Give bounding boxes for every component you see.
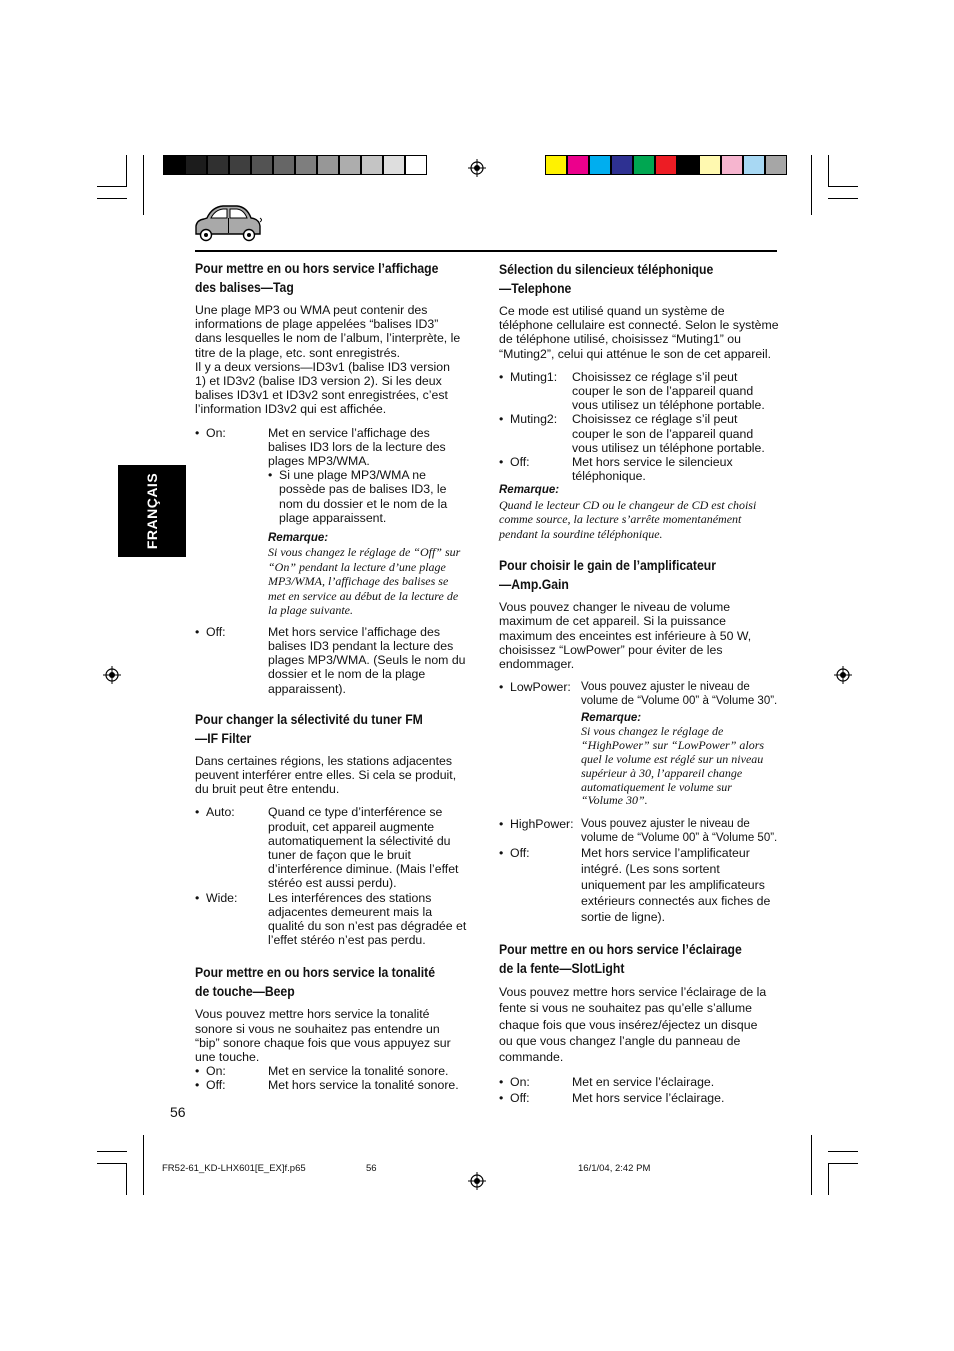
footer-date: 16/1/04, 2:42 PM bbox=[578, 1163, 651, 1174]
text-line: Quand le lecteur CD ou le changeur de CD est choisi bbox=[499, 497, 757, 512]
color-swatch bbox=[655, 155, 677, 175]
color-swatch bbox=[339, 155, 361, 175]
crop-mark bbox=[811, 1135, 812, 1195]
text-line: informations de plage appelées “balises ID3” bbox=[195, 317, 439, 332]
text-line: dossier et le nom de la plage bbox=[268, 667, 426, 682]
text-line: volume de “Volume 00” à “Volume 30”. bbox=[581, 695, 778, 708]
text-line: “Volume 30”. bbox=[581, 793, 648, 808]
crop-mark bbox=[828, 155, 829, 187]
color-swatch bbox=[251, 155, 273, 175]
text-line: l’information ID3v2 qui est affichée. bbox=[195, 402, 387, 417]
crop-mark bbox=[97, 1151, 127, 1152]
text-line: couper le son de l’appareil quand bbox=[572, 384, 754, 399]
color-swatch bbox=[721, 155, 743, 175]
text-line: MP3/WMA, l’affichage des balises se bbox=[268, 574, 449, 589]
text-line: Vous pouvez mettre hors service l’éclairage de la bbox=[499, 985, 767, 1000]
footer-file: FR52-61_KD-LHX601[E_EX]f.p65 bbox=[162, 1163, 306, 1174]
text-line: l’effet stéréo n’est pas perdu. bbox=[268, 933, 426, 948]
text-line: Choisissez ce réglage s’il peut bbox=[572, 369, 738, 384]
tag-remark bbox=[268, 545, 480, 618]
text-line: la plage suivante. bbox=[268, 603, 353, 618]
telephone-off-item: • Off: Met hors service le silencieux téléphonique. bbox=[499, 455, 784, 483]
text-line: fente si vous ne souhaitez pas qu’elle s’allume bbox=[499, 1001, 752, 1016]
color-swatch bbox=[699, 155, 721, 175]
text-line: Dans certaines régions, les stations adjacentes bbox=[195, 753, 453, 768]
text-line: met en service au début de la lecture de bbox=[268, 588, 459, 603]
crop-mark bbox=[97, 198, 127, 199]
text-line: balises ID3 lors de la lecture des bbox=[268, 439, 446, 454]
beep-intro bbox=[195, 1007, 480, 1064]
crop-mark bbox=[828, 1163, 829, 1195]
crop-mark bbox=[97, 1163, 127, 1164]
section-title-tag: Pour mettre en ou hors service l’affichage des balises—Tag bbox=[195, 261, 439, 296]
amp-lowpower-item: • LowPower: Vous pouvez ajuster le niveau de volume de “Volume 00” à “Volume 30”. Remarque: Si vous changez le réglage de “HighPower” sur “LowPower” alors quel le volume est réglé sur un niveau supérieur à 30, l’appareil change automatiquement le volume sur “Volume 30”. bbox=[499, 680, 784, 808]
tag-intro bbox=[195, 303, 480, 417]
text-line: Vous pouvez ajuster le niveau de bbox=[581, 681, 750, 694]
registration-mark-icon bbox=[103, 666, 121, 684]
text-line: téléphone cellulaire est connecté. Selon le système bbox=[499, 318, 779, 333]
slotlight-on-item: • On: Met en service l’éclairage. bbox=[499, 1075, 715, 1090]
section-title-beep: Pour mettre en ou hors service la tonalité de touche—Beep bbox=[195, 965, 436, 1001]
text-line: maximum de cet appareil. Si la puissance bbox=[499, 614, 726, 629]
color-swatch bbox=[611, 155, 633, 175]
text-line: maximum des enceintes est inférieure à 50 W, bbox=[499, 628, 752, 643]
page-number: 56 bbox=[170, 1104, 186, 1120]
text-line: Vous pouvez changer le niveau de volume bbox=[499, 600, 731, 615]
amp-remark bbox=[581, 725, 784, 808]
telephone-muting1-item: • Muting1: Choisissez ce réglage s’il peut couper le son de l’appareil quand vous utilisez un téléphone portable. bbox=[499, 370, 784, 413]
amp-highpower-item: • HighPower: Vous pouvez ajuster le niveau de volume de “Volume 00” à “Volume 50”. bbox=[499, 817, 784, 845]
text-line: balises ID3 pendant la lecture des bbox=[268, 638, 454, 653]
left-column bbox=[195, 260, 480, 1093]
text-line: automatiquement le volume sur bbox=[581, 779, 732, 794]
text-line: adjacentes demeurent mais la bbox=[268, 904, 433, 919]
section-title-if-filter: Pour changer la sélectivité du tuner FM —IF Filter bbox=[195, 711, 423, 747]
beep-off-item: • Off: Met hors service la tonalité sonore. bbox=[195, 1078, 459, 1093]
text-line: dans lesquelles le nom de l’album, l’interprète, le bbox=[195, 331, 461, 346]
text-line: tuner de façon que le bruit bbox=[268, 847, 411, 862]
text-line: peuvent interférer entre elles. Si cela se produit, bbox=[195, 767, 457, 782]
tag-off-item: • Off: Met hors service l’affichage des balises ID3 pendant la lecture des plages MP3/WMA. (Seuls le nom du dossier et le nom de la plage apparaissent). bbox=[195, 625, 480, 696]
amp-off-item: • Off: Met hors service l’amplificateur intégré. (Les sons sortent uniquement par les amplificateurs extérieurs connectés aux fiches de sortie de ligne). bbox=[499, 845, 784, 925]
if-filter-intro bbox=[195, 754, 480, 797]
color-swatch bbox=[207, 155, 229, 175]
text-line: Il y a deux versions—ID3v1 (balise ID3 version bbox=[195, 359, 450, 374]
registration-mark-icon bbox=[468, 1172, 486, 1190]
color-swatch bbox=[633, 155, 655, 175]
text-line: volume de “Volume 00” à “Volume 50”. bbox=[581, 832, 778, 845]
text-line: produit, cet appareil augmente bbox=[268, 819, 435, 834]
registration-mark-icon bbox=[834, 666, 852, 684]
text-line: comme source, la lecture s’arrête momentanément bbox=[499, 512, 742, 527]
text-line: Si une plage MP3/WMA ne bbox=[279, 468, 426, 483]
crop-mark bbox=[126, 1163, 127, 1195]
text-line: sonore si vous ne souhaitez pas entendre un bbox=[195, 1021, 440, 1036]
color-swatch bbox=[405, 155, 427, 175]
crop-mark bbox=[97, 186, 127, 187]
car-icon bbox=[193, 202, 265, 244]
telephone-muting2-item: • Muting2: Choisissez ce réglage s’il peut couper le son de l’appareil quand vous utilisez un téléphone portable. bbox=[499, 412, 784, 455]
color-swatch bbox=[545, 155, 567, 175]
color-swatch bbox=[317, 155, 339, 175]
remark-label: Remarque: bbox=[268, 532, 329, 545]
color-swatch bbox=[677, 155, 699, 175]
footer-page: 56 bbox=[366, 1163, 377, 1174]
color-swatch bbox=[567, 155, 589, 175]
color-swatch bbox=[295, 155, 317, 175]
color-swatch bbox=[765, 155, 787, 175]
text-line: “Muting2”, celui qui atténue le son de cet appareil. bbox=[499, 346, 772, 361]
crop-mark bbox=[828, 186, 858, 187]
text-line: “bip” sonore chaque fois que vous appuyez sur bbox=[195, 1035, 451, 1050]
text-line: sortie de ligne). bbox=[581, 910, 666, 925]
text-line: du bruit peut être entendu. bbox=[195, 782, 340, 797]
right-column bbox=[499, 261, 784, 1106]
color-swatch bbox=[743, 155, 765, 175]
section-title-amp-gain: Pour choisir le gain de l’amplificateur —Amp.Gain bbox=[499, 558, 716, 594]
text-line: uniquement par les amplificateurs bbox=[581, 878, 765, 893]
text-line: Met hors service l’amplificateur bbox=[581, 846, 750, 861]
text-line: vous utilisez un téléphone portable. bbox=[572, 440, 765, 455]
text-line: commande. bbox=[499, 1049, 564, 1064]
remark-label: Remarque: bbox=[581, 712, 642, 725]
text-line: vous utilisez un téléphone portable. bbox=[572, 398, 765, 413]
text-line: Ce mode est utilisé quand un système de bbox=[499, 304, 725, 318]
text-line: plage apparaissent. bbox=[279, 510, 387, 525]
text-line: ou que vous changez l’angle du panneau de bbox=[499, 1033, 741, 1048]
text-line: choisissez “LowPower” pour éviter de les bbox=[499, 642, 723, 657]
text-line: Vous pouvez mettre hors service la tonalité bbox=[195, 1007, 430, 1022]
text-line: Vous pouvez ajuster le niveau de bbox=[581, 818, 750, 831]
language-tab-label: FRANÇAIS bbox=[144, 472, 160, 550]
color-swatch bbox=[383, 155, 405, 175]
crop-mark bbox=[828, 1163, 858, 1164]
crop-mark bbox=[126, 155, 127, 187]
text-line: nom du dossier et le nom de la bbox=[279, 496, 448, 511]
text-line: pendant la sourdine téléphonique. bbox=[499, 526, 663, 541]
text-line: apparaissent). bbox=[268, 681, 346, 696]
text-line: de téléphone utilisé, choisissez “Muting1” ou bbox=[499, 332, 741, 347]
crop-mark bbox=[828, 1151, 858, 1152]
slotlight-intro bbox=[499, 984, 784, 1065]
text-line: Les interférences des stations bbox=[268, 890, 432, 905]
if-wide-item: • Wide: Les interférences des stations adjacentes demeurent mais la qualité du son n’est pas dégradée et l’effet stéréo n’est pas perdu. bbox=[195, 891, 480, 948]
text-line: stéréo est aussi perdu). bbox=[268, 876, 397, 891]
color-swatch bbox=[273, 155, 295, 175]
tag-on-item: • On: Met en service l’affichage des balises ID3 lors de la lecture des plages MP3/WMA. • Si une plage MP3/WMA ne possède pas de balises ID3, le nom du dossier et le nom de la plage apparaissent. Remarque: Si vous changez le réglage de “Off” sur “On” pendant la lecture d’une plage MP3/WMA, l’affichage des balises se met en service au début de la lecture de la plage suivante. bbox=[195, 426, 480, 618]
text-line: titre de la plage, etc. sont enregistrés. bbox=[195, 345, 401, 360]
color-swatch bbox=[185, 155, 207, 175]
remark-label: Remarque: bbox=[499, 484, 560, 497]
color-swatch bbox=[589, 155, 611, 175]
text-line: 1) et ID3v2 (balise ID3 version 2). Si les deux bbox=[195, 374, 442, 389]
section-title-slotlight: Pour mettre en ou hors service l’éclairage de la fente—SlotLight bbox=[499, 942, 742, 978]
text-line: supérieur à 30, l’appareil change bbox=[581, 765, 743, 780]
text-line: couper le son de l’appareil quand bbox=[572, 426, 754, 441]
crop-mark bbox=[811, 155, 812, 215]
text-line: une touche. bbox=[195, 1050, 260, 1065]
text-line: Une plage MP3 ou WMA peut contenir des bbox=[195, 303, 428, 317]
text-line: Met hors service l’affichage des bbox=[268, 624, 441, 639]
text-line: endommager. bbox=[499, 656, 575, 671]
text-line: d’interférence diminue. (Mais l’effet bbox=[268, 862, 459, 877]
slotlight-off-item: • Off: Met hors service l’éclairage. bbox=[499, 1091, 725, 1106]
if-auto-item: • Auto: Quand ce type d’interférence se produit, cet appareil augmente automatiquement la sélectivité du tuner de façon que le bruit d’interférence diminue. (Mais l’effet stéréo est aussi perdu). bbox=[195, 805, 480, 890]
text-line: plages MP3/WMA. (Seuls le nom du bbox=[268, 653, 466, 668]
text-line: balises ID3v1 et ID3v2 sont enregistrées, c’est bbox=[195, 388, 448, 403]
text-line: extérieurs connectés aux fiches de bbox=[581, 894, 771, 909]
crop-mark bbox=[828, 198, 858, 199]
text-line: Met hors service le silencieux bbox=[572, 455, 733, 470]
text-line: plages MP3/WMA. bbox=[268, 454, 370, 469]
text-line: possède pas de balises ID3, le bbox=[279, 482, 447, 497]
telephone-remark bbox=[499, 498, 784, 542]
crop-mark bbox=[143, 1135, 144, 1195]
telephone-intro bbox=[499, 304, 784, 361]
text-line: “HighPower” sur “LowPower” alors bbox=[581, 738, 765, 753]
text-line: automatiquement la sélectivité du bbox=[268, 833, 451, 848]
language-tab bbox=[118, 465, 186, 557]
text-line: Met en service l’affichage des bbox=[268, 425, 430, 440]
beep-on-item: • On: Met en service la tonalité sonore. bbox=[195, 1064, 449, 1079]
text-line: chaque fois que vous insérez/éjectez un disque bbox=[499, 1017, 758, 1032]
text-line: Si vous changez le réglage de “Off” sur bbox=[268, 545, 461, 560]
text-line: “On” pendant la lecture d’une plage bbox=[268, 559, 446, 574]
text-line: Si vous changez le réglage de bbox=[581, 724, 724, 739]
text-line: qualité du son n’est pas dégradée et bbox=[268, 919, 467, 933]
text-line: Choisissez ce réglage s’il peut bbox=[572, 412, 738, 427]
registration-mark-icon bbox=[468, 159, 486, 177]
crop-mark bbox=[143, 155, 144, 215]
text-line: Quand ce type d’interférence se bbox=[268, 805, 443, 820]
color-swatch bbox=[163, 155, 185, 175]
text-line: quel le volume est réglé sur un niveau bbox=[581, 751, 764, 766]
section-title-telephone: Sélection du silencieux téléphonique —Telephone bbox=[499, 262, 714, 297]
color-swatch bbox=[361, 155, 383, 175]
amp-gain-intro bbox=[499, 600, 784, 671]
text-line: téléphonique. bbox=[572, 469, 646, 484]
text-line: intégré. (Les sons sortent bbox=[581, 862, 720, 877]
color-swatch bbox=[229, 155, 251, 175]
header-rule bbox=[195, 250, 777, 252]
